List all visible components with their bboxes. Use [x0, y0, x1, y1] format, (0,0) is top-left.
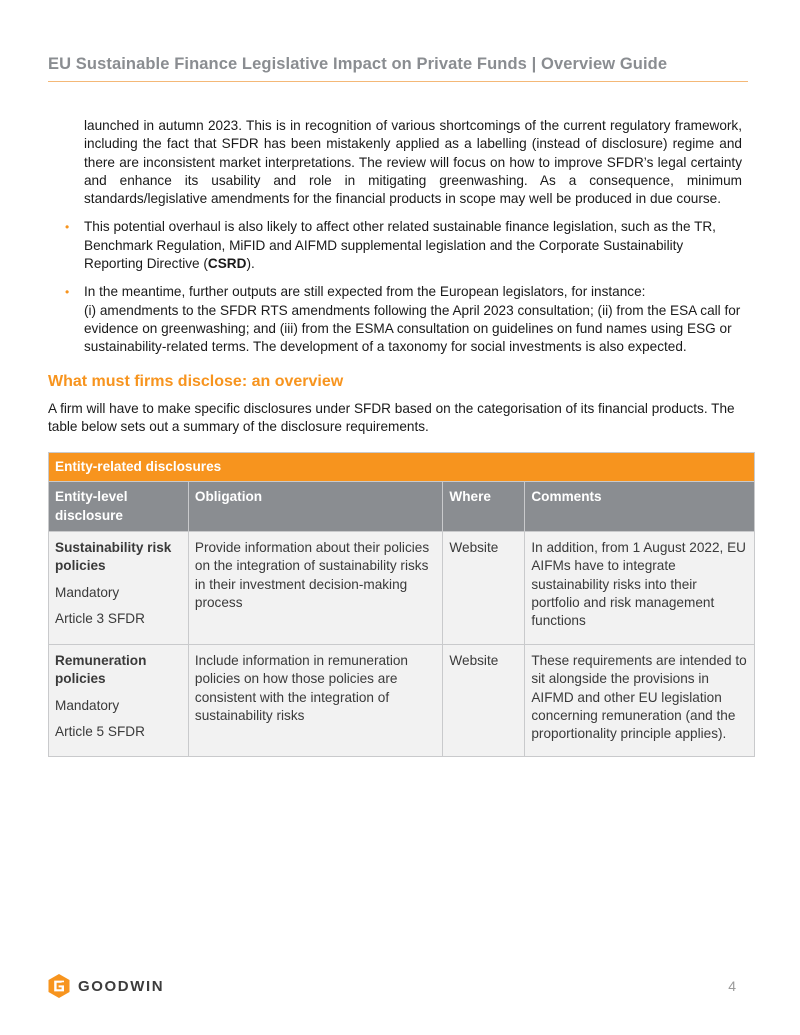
- page-number: 4: [728, 978, 736, 994]
- bullet-line-1: In the meantime, further outputs are still expected from the European legislators, for instance:: [84, 284, 646, 300]
- bullet-dot-icon: •: [65, 285, 70, 300]
- intro-paragraph: A firm will have to make specific disclosures under SFDR based on the categorisation of its financial products. The table below sets out a summary of the disclosure requirements.: [48, 400, 735, 434]
- section-heading: What must firms disclose: an overview: [48, 372, 344, 390]
- entity-title: Remuneration policies: [55, 653, 147, 687]
- bullet-dot-icon: •: [65, 220, 70, 235]
- page-header-title: EU Sustainable Finance Legislative Impact on Private Funds | Overview Guide: [48, 55, 668, 73]
- table-header-row: [49, 482, 755, 532]
- table-banner: Entity-related disclosures: [49, 453, 755, 482]
- column-header-obligation: Obligation: [188, 482, 443, 532]
- column-header-entity: Entity-level disclosure: [49, 482, 189, 532]
- goodwin-logo: [48, 974, 164, 998]
- comments-cell: These requirements are intended to sit alongside the provisions in AIFMD and other EU legislation concerning remuneration (and the proportionality principle applies).: [525, 645, 755, 756]
- entity-cell: [49, 645, 189, 756]
- goodwin-g-icon: [48, 974, 70, 998]
- column-header-comments: Comments: [525, 482, 755, 532]
- where-cell: Website: [443, 532, 525, 645]
- entity-cell: [49, 532, 189, 645]
- page-content: [48, 117, 748, 757]
- entity-article: Article 3 SFDR: [55, 610, 145, 626]
- where-cell: Website: [443, 645, 525, 756]
- bullet-line-2: (i) amendments to the SFDR RTS amendments following the April 2023 consultation; (ii) from the ESA call for evidence on greenwashing; and (iii) from the ESMA consultation on guidelines on fund names using ESG or sustainability-related terms. The development of a taxonomy for social investments is also expected.: [84, 302, 741, 355]
- column-header-where: Where: [443, 482, 525, 532]
- entity-title: Sustainability risk policies: [55, 540, 172, 574]
- bullet-item-csrd: [48, 218, 748, 273]
- table-banner-row: [49, 453, 755, 482]
- continued-paragraph: launched in autumn 2023. This is in recognition of various shortcomings of the current regulatory framework, including the fact that SFDR has been mistakenly applied as a labelling (instead of disclosure) regime and there are inconsistent market interpretations. The review will focus on how to improve SFDR’s legal certainty and enhance its usability and role in mitigating greenwashing. As a consequence, minimum standards/legislative amendments for the financial products in scope may well be produced in due course.: [84, 118, 742, 207]
- entity-status: Mandatory: [55, 697, 120, 713]
- disclosure-table: [48, 452, 755, 756]
- comments-cell: In addition, from 1 August 2022, EU AIFMs have to integrate sustainability risks into their portfolio and risk management functions: [525, 532, 755, 645]
- entity-status: Mandatory: [55, 584, 120, 600]
- table-row: [49, 532, 755, 645]
- obligation-cell: Provide information about their policies on the integration of sustainability risks in their investment decision-making process: [188, 532, 443, 645]
- obligation-cell: Include information in remuneration policies on how those policies are consistent with the integration of sustainability risks: [188, 645, 443, 756]
- bullet-item-further-outputs: [48, 283, 748, 356]
- logo-text: GOODWIN: [78, 977, 165, 995]
- table-row: [49, 645, 755, 756]
- header-divider: [48, 81, 748, 82]
- entity-article: Article 5 SFDR: [55, 723, 145, 739]
- bullet-text-before: This potential overhaul is also likely to affect other related sustainable finance legislation, such as the TR, Benchmark Regulation, MiFID and AIFMD supplemental legislation and the Corporate Sustainability Reporting Directive (: [84, 219, 716, 272]
- csrd-bold: CSRD: [207, 256, 247, 272]
- bullet-text-after: ).: [246, 256, 255, 272]
